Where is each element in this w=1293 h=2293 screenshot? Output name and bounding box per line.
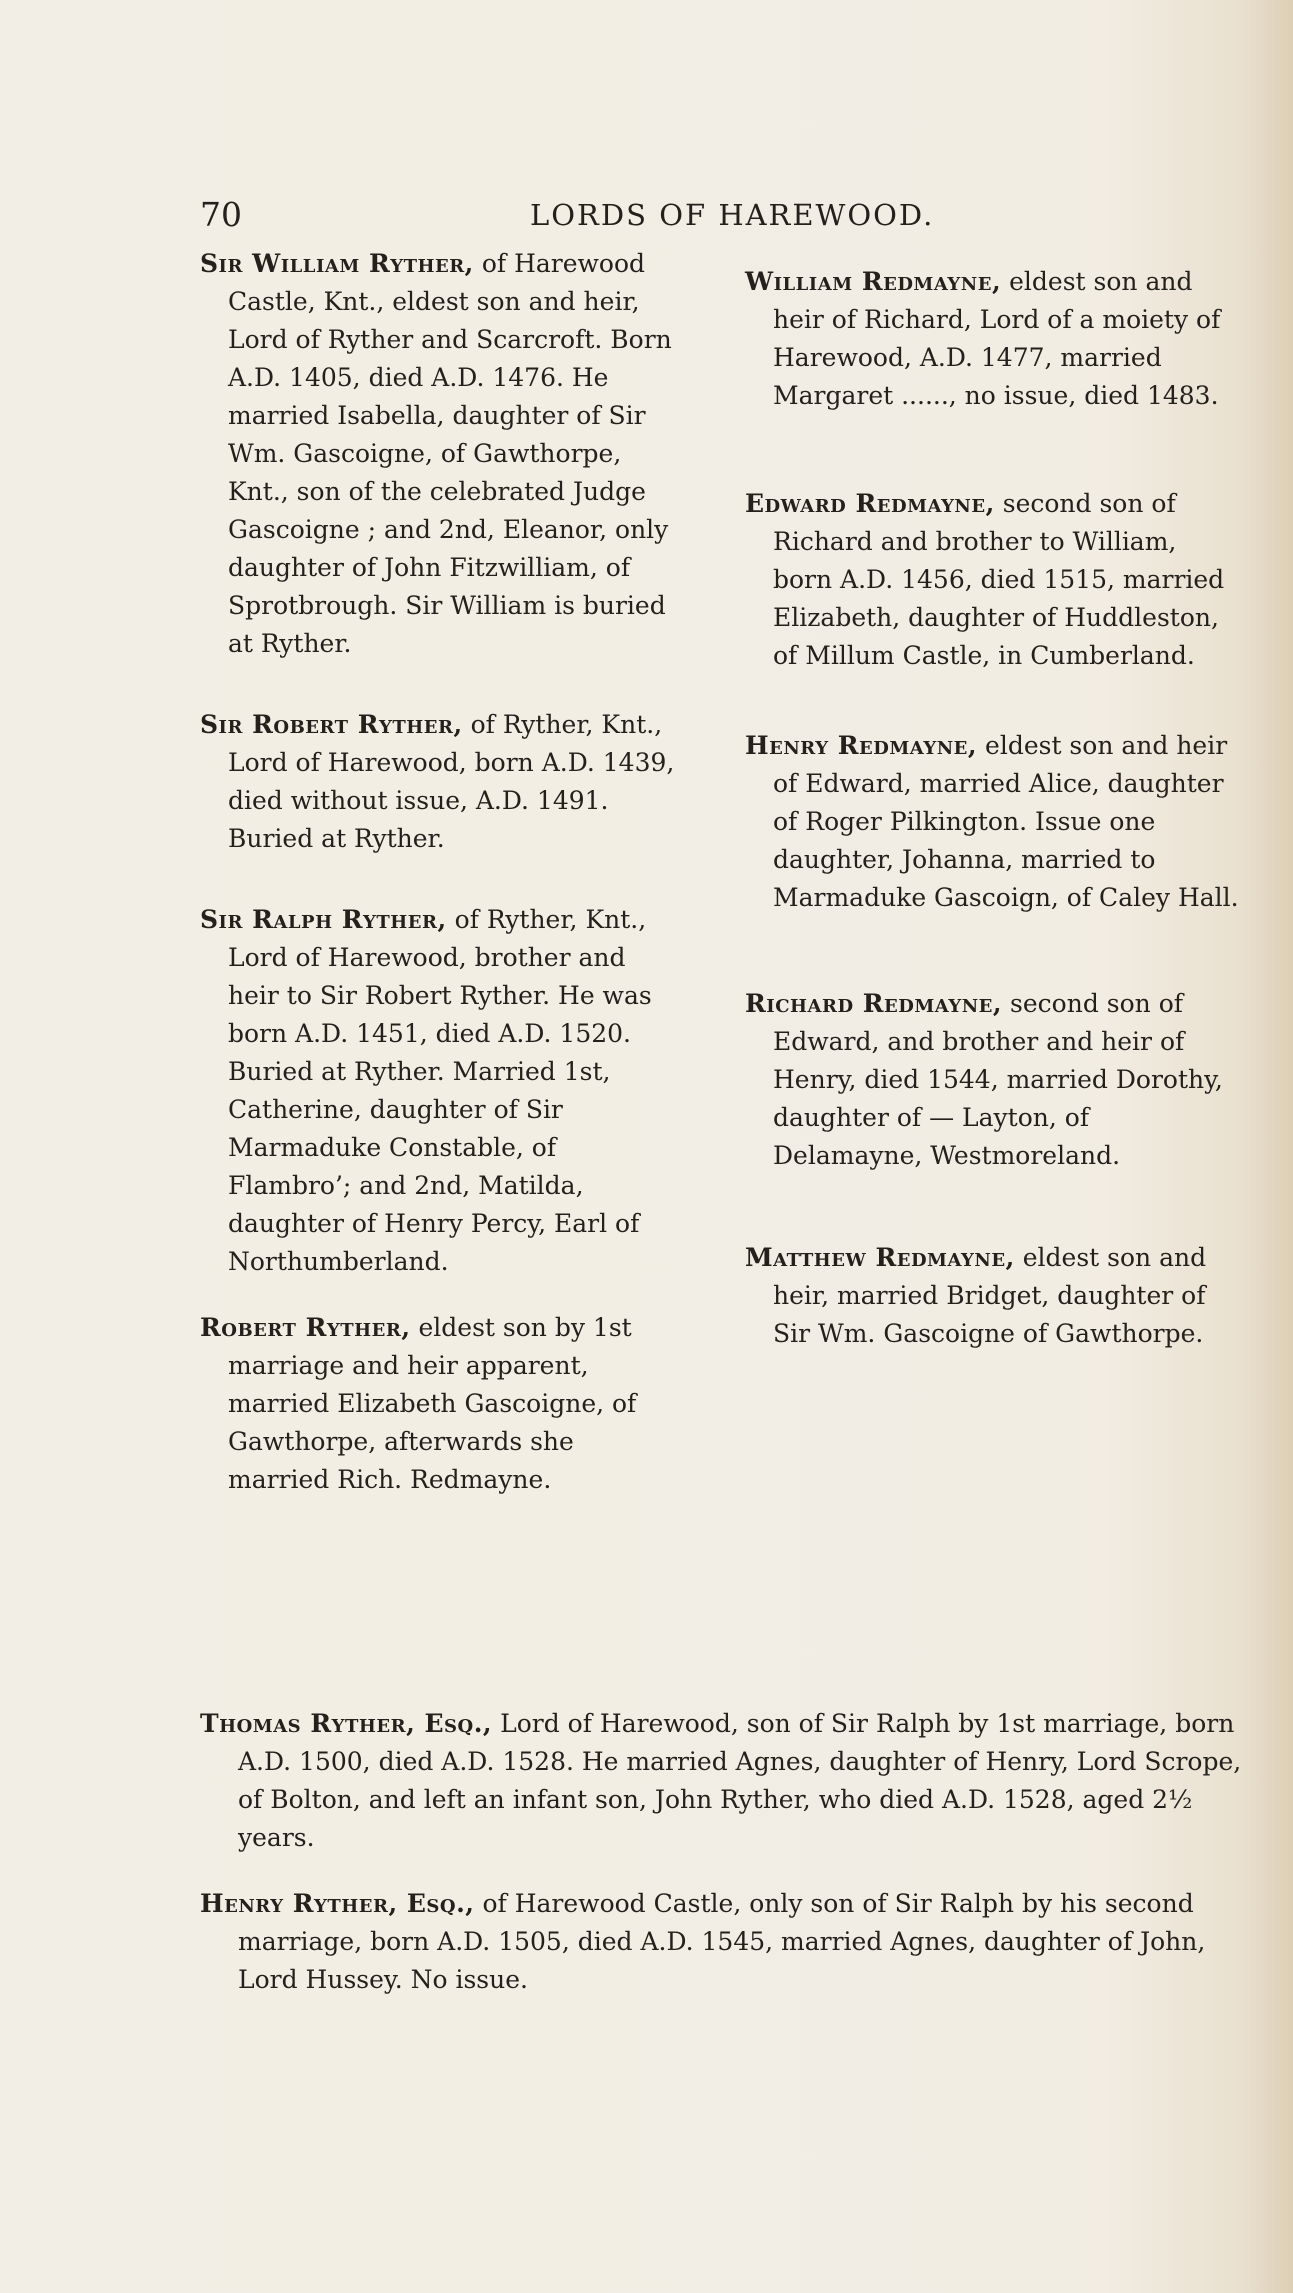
entry-name: Robert Ryther, (200, 1313, 411, 1342)
entry-thomas-ryther (200, 1705, 1250, 1857)
entry-william-redmayne (745, 263, 1240, 415)
left-column (200, 245, 675, 1499)
entry-text: Lord of Harewood, son of Sir Ralph by 1st marriage, born A.D. 1500, died A.D. 1528. He married Agnes, daughter of Henry, Lord Scrope, of Bolton, and left an infant son, John Ryther, who died A.D. 1528, aged 2½ years. (238, 1709, 1242, 1852)
entry-robert-ryther (200, 1309, 675, 1499)
entry-text: eldest son and heir of Edward, married Alice, daughter of Roger Pilkington. Issue one daughter, Johanna, married to Marmaduke Gascoign, of Caley Hall. (773, 731, 1239, 912)
entry-name: Sir Robert Ryther, (200, 710, 463, 739)
entry-name: Edward Redmayne, (745, 489, 995, 518)
entry-text: eldest son and heir of Richard, Lord of a moiety of Harewood, A.D. 1477, married Margaret ......, no issue, died 1483. (773, 267, 1221, 410)
entry-henry-ryther (200, 1885, 1250, 1999)
full-width-section (200, 1705, 1250, 1999)
entry-text: eldest son and heir, married Bridget, daughter of Sir Wm. Gascoigne of Gawthorpe. (773, 1243, 1207, 1348)
entry-sir-william-ryther (200, 245, 675, 663)
entry-sir-ralph-ryther (200, 901, 675, 1281)
entry-text: eldest son by 1st marriage and heir apparent, married Elizabeth Gascoigne, of Gawthorpe, afterwards she married Rich. Redmayne. (228, 1313, 637, 1494)
entry-name: Richard Redmayne, (745, 989, 1003, 1018)
entry-name: Matthew Redmayne, (745, 1243, 1015, 1272)
page-number: 70 (200, 195, 242, 234)
entry-richard-redmayne (745, 985, 1240, 1175)
entry-name: Henry Redmayne, (745, 731, 978, 760)
entry-text: of Harewood Castle, only son of Sir Ralph by his second marriage, born A.D. 1505, died A.D. 1545, married Agnes, daughter of John, Lord Hussey. No issue. (238, 1889, 1206, 1994)
right-column (745, 245, 1240, 1353)
entry-name: William Redmayne, (745, 267, 1002, 296)
entry-sir-robert-ryther (200, 706, 675, 858)
entry-name: Sir Ralph Ryther, (200, 905, 447, 934)
entry-matthew-redmayne (745, 1239, 1240, 1353)
entry-henry-redmayne (745, 727, 1240, 917)
entry-name: Sir William Ryther, (200, 249, 474, 278)
entry-text: of Ryther, Knt., Lord of Harewood, brother and heir to Sir Robert Ryther. He was born A.D. 1451, died A.D. 1520. Buried at Ryther. Married 1st, Catherine, daughter of Sir Marmaduke Constable, of Flambro’; and 2nd, Matilda, daughter of Henry Percy, Earl of Northumberland. (228, 905, 652, 1276)
entry-edward-redmayne (745, 485, 1240, 675)
entry-name: Thomas Ryther, Esq., (200, 1709, 493, 1738)
entry-name: Henry Ryther, Esq., (200, 1889, 475, 1918)
entry-text: of Harewood Castle, Knt., eldest son and heir, Lord of Ryther and Scarcroft. Born A.D. 1405, died A.D. 1476. He married Isabella, daughter of Sir Wm. Gascoigne, of Gawthorpe, Knt., son of the celebrated Judge Gascoigne ; and 2nd, Eleanor, only daughter of John Fitzwilliam, of Sprotbrough. Sir William is buried at Ryther. (228, 249, 672, 658)
running-title: LORDS OF HAREWOOD. (530, 198, 935, 232)
page-header (200, 190, 1030, 240)
entry-text: of Ryther, Knt., Lord of Harewood, born A.D. 1439, died without issue, A.D. 1491. Buried at Ryther. (228, 710, 675, 853)
entry-text: second son of Edward, and brother and heir of Henry, died 1544, married Dorothy, daughter of — Layton, of Delamayne, Westmoreland. (773, 989, 1223, 1170)
entry-text: second son of Richard and brother to William, born A.D. 1456, died 1515, married Elizabeth, daughter of Huddleston, of Millum Castle, in Cumberland. (773, 489, 1225, 670)
